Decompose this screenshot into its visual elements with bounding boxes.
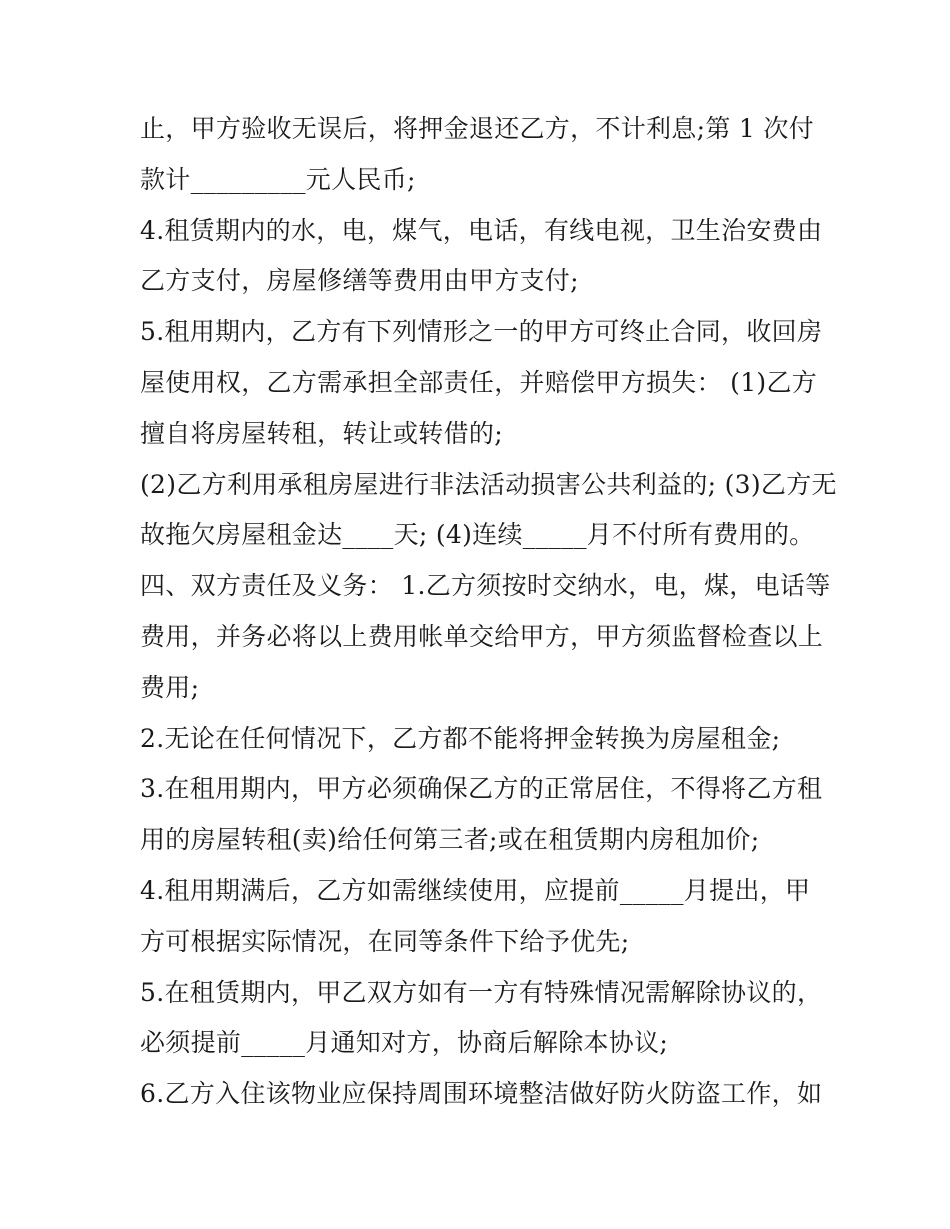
text-line-11: 费用，并务必将以上费用帐单交给甲方，甲方须监督检查以上 — [140, 621, 824, 651]
text-line-16: 4.租用期满后，乙方如需继续使用，应提前_____月提出，甲 — [140, 875, 811, 905]
text-line-4: 乙方支付，房屋修缮等费用由甲方支付; — [140, 266, 579, 296]
text-line-12: 费用; — [140, 672, 200, 702]
document-body — [140, 104, 837, 1120]
text-line-17: 方可根据实际情况，在同等条件下给予优先; — [140, 926, 630, 956]
text-line-8: (2)乙方利用承租房屋进行非法活动损害公共利益的; (3)乙方无 — [140, 469, 837, 499]
text-line-5: 5.租用期内，乙方有下列情形之一的甲方可终止合同，收回房 — [140, 317, 823, 347]
text-line-10: 四、双方责任及义务： 1.乙方须按时交纳水，电，煤，电话等 — [140, 571, 831, 601]
text-line-13: 2.无论在任何情况下，乙方都不能将押金转换为房屋租金; — [140, 723, 781, 753]
text-line-18: 5.在租赁期内，甲乙双方如有一方有特殊情况需解除协议的， — [140, 977, 823, 1007]
text-line-9: 故拖欠房屋租金达____天; (4)连续_____月不付所有费用的。 — [140, 520, 815, 550]
text-line-2: 款计_________元人民币; — [140, 164, 416, 194]
text-line-1: 止，甲方验收无误后，将押金退还乙方，不计利息;第 1 次付 — [140, 114, 814, 143]
text-line-7: 擅自将房屋转租，转让或转借的; — [140, 418, 503, 448]
text-line-15: 用的房屋转租(卖)给任何第三者;或在租赁期内房租加价; — [140, 825, 760, 855]
text-line-6: 屋使用权，乙方需承担全部责任，并赔偿甲方损失： (1)乙方 — [140, 367, 818, 397]
text-line-19: 必须提前_____月通知对方，协商后解除本协议; — [140, 1028, 669, 1058]
text-line-3: 4.租赁期内的水，电，煤气，电话，有线电视，卫生治安费由 — [140, 215, 823, 245]
text-line-20: 6.乙方入住该物业应保持周围环境整洁做好防火防盗工作，如 — [140, 1079, 823, 1109]
text-line-14: 3.在租用期内，甲方必须确保乙方的正常居住，不得将乙方租 — [140, 774, 823, 804]
